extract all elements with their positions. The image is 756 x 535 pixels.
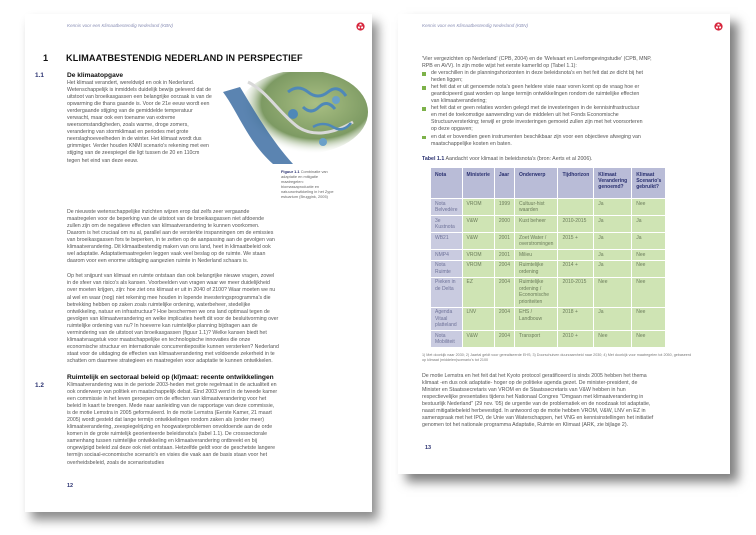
table-cell: Cultuur-hist waarden: [514, 199, 557, 216]
table-cell: V&W: [462, 233, 494, 250]
table-cell: 1999: [494, 199, 514, 216]
table-cell: Nota Ruimte: [431, 260, 462, 277]
column-header: Ministerie: [462, 168, 494, 199]
table-cell: 2004: [494, 277, 514, 307]
closing-paragraph: De motie Lemstra en het feit dat het Kyoto protocol geratificeerd is sinds 2005 hebben het thema klimaat -en dus ook adaptatie- hoger op de politieke agenda gezet. De minister-president, de Minister en Staatssecretaris van VROM en de Staatssecretaris van V&W hebben in hun respectievelijke presentaties tijdens het Nationaal Congres "Omgaan met klimaatverandering in bestuurlijk Nederland" (29 nov. '05) de urgentie van de problematiek en de noodzaak tot adaptatie, naast mitigatiebeleid herbevestigd. In antwoord op de motie hebben VROM, V&W, LNV en EZ in samenspraak met het IPO, de Unie van Waterschappen, het VNG en kennisinstellingen het initiatief genomen tot het nationale programma Adaptatie, Ruimte en Klimaat (ARK, zie bijlage 2).: [422, 372, 654, 429]
table-cell: Nee: [632, 330, 666, 347]
body-paragraph: Het klimaat verandert, wereldwijd en ook in Nederland. Wetenschappelijk is inmiddels duidelijk bewijs geleverd dat de uitstoot van broeikasgassen een belangrijke oorzaak is van de opwarming die thans gaande is. Voor de 21e eeuw wordt een verdergaande stijging van de gemiddelde temperatuur verwacht, maar ook een toename van extreme weersomstandigheden, zoals warme, droge zomers, verandering van stormklimaat en periodes met grote neerslaghoeveelheden in de winter. Het klimaat wordt dus grimmiger. Verder houden KNMI scenario's rekening met een stijging van de zeespiegel die ligt tussen de 20 en 110cm tegen het eind van deze eeuw.: [67, 80, 212, 164]
page-number: 13: [425, 445, 432, 452]
page-header: [398, 14, 730, 48]
table-cell: Nee: [632, 199, 666, 216]
table-row: [431, 277, 666, 307]
page-number-wrap: [67, 483, 372, 490]
table-cell: Ja: [632, 233, 666, 250]
body-paragraph: Op het snijpunt van klimaat en ruimte ontstaan dan ook belangrijke nieuwe vragen, zowel in de sfeer van risico's als kansen. Voorbeelden van vragen waar we meer duidelijkheid over moeten krijgen, zijn: hoe ziet ons klimaat er uit in 2040 of 2100? Waar moeten we nu al wel en waar (nog) niet rekening mee houden in lopende investeringsprogramma's die betrekking hebben op zaken zoals ruimtelijke ordening, waterbeheer, stedelijke ontwikkeling, natuur en infrastructuur? Hoe beschermen we ons land optimaal tegen de gevolgen van klimaatverandering en welke implicaties heeft dit voor de besluitvorming over ruimtelijke ordening van nu? In hoeverre kan ruimtelijke planning bijdragen aan de vermindering van de uitstoot van broeikasgassen (figuur 1.1)? Welke kansen biedt het klimaatvraagstuk voor maatschappelijke en technologische innovaties die onze economische structuur en internationale concurrentiepositie kunnen versterken? Nederland staat voor de uitdaging de effecten van klimaatverandering met voldoende zekerheid in te schatten om daarmee strategieen en maatregelen voor adaptatie te kunnen ontwikkelen.: [67, 273, 279, 364]
column-header: Nota: [431, 168, 462, 199]
table-caption: [422, 156, 730, 163]
figure-caption-text: Combinatie van adaptatie en mitigatie maatregelen: biomassaproductie en natuurontwikkeling in het Zype estuarium (Bruggink, 2005): [281, 169, 334, 199]
table-cell: 2010 +: [558, 330, 594, 347]
table-cell: VROM: [462, 260, 494, 277]
table-cell: Kust beheer: [514, 216, 557, 233]
table-cell: VROM: [462, 250, 494, 261]
table-cell: EZ: [462, 277, 494, 307]
table-row: [431, 250, 666, 261]
kbn-logo-icon: [356, 22, 365, 31]
page-header: [25, 14, 372, 48]
right-page: [398, 14, 730, 474]
table-cell: Milieu: [514, 250, 557, 261]
table-cell: Nee: [632, 277, 666, 307]
table-cell: Nee: [594, 277, 632, 307]
table-cell: Ja: [594, 233, 632, 250]
table-cell: EHS / Landbouw: [514, 307, 557, 330]
table-cell: Nota Belvedère: [431, 199, 462, 216]
section-heading: [25, 373, 372, 389]
table-cell: 2010-2015: [558, 277, 594, 307]
table-cell: 3e Kustnota: [431, 216, 462, 233]
policy-table: [431, 168, 666, 347]
figure-label: Figuur 1.1: [281, 169, 300, 174]
table-cell: 2015 +: [558, 233, 594, 250]
intro-paragraph: 'Vier vergezichten op Nederland' (CPB, 2004) en de 'Welvaart en Leefomgevingstudie' (CPB, MNP, RPB en AVV). In zijn motie wijst het eerste kamerlid op (Tabel 1.1):: [422, 56, 652, 70]
column-header: Onderwerp: [514, 168, 557, 199]
section-number: 1.1: [35, 72, 44, 79]
table-cell: Pieken in de Delta: [431, 277, 462, 307]
bullet-item: het feit dat er geen relaties worden gelegd met de investeringen in de kennisinfrastructuur en met de toekomstige aanwending van de middelen uit het Fonds Economische Structuurversterking; terwijl er grote investeringen gemoeid zullen zijn met het voorsorteren op deze opgaven;: [422, 105, 644, 133]
table-cell: Ja: [594, 199, 632, 216]
column-header: Tijdhorizon: [558, 168, 594, 199]
running-head: Kennis voor een Klimaatbestendig Nederland (KBN): [67, 23, 173, 28]
table-cell: [558, 199, 594, 216]
bullet-square-icon: [422, 86, 426, 90]
table-cell: Ruimtelijke ordening / Economische prioriteiten: [514, 277, 557, 307]
table-cell: Ja: [594, 250, 632, 261]
page-number-wrap: [425, 445, 730, 452]
bullet-item: het feit dat er uit genoemde nota's geen heldere visie naar voren komt op de vraag hoe er geanticipeerd gaat worden op lange termijn ontwikkelingen rondom de ruimtelijke effecten van klimaatverandering;: [422, 84, 644, 105]
table-body: [431, 199, 666, 347]
page-number: 12: [67, 482, 74, 489]
table-cell: 2001: [494, 233, 514, 250]
bullet-square-icon: [422, 107, 426, 111]
table-cell: Nee: [632, 250, 666, 261]
table-cell: 2014 +: [558, 260, 594, 277]
table-cell: 2000: [494, 216, 514, 233]
table-cell: Zoet Water / overstromingen: [514, 233, 557, 250]
table-cell: Ja: [594, 216, 632, 233]
table-cell: LNV: [462, 307, 494, 330]
section-title: Ruimtelijk en sectoraal beleid op (kl)maat: recente ontwikkelingen: [67, 373, 274, 381]
table-row: [431, 216, 666, 233]
table-label: Tabel 1.1: [422, 155, 445, 162]
chapter-title: KLIMAATBESTENDIG NEDERLAND IN PERSPECTIEF: [66, 53, 303, 63]
table-cell: V&W: [462, 330, 494, 347]
bullet-item: en dat er bovendien geen instrumenten beschikbaar zijn voor een objectieve afweging van maatschappelijke kosten en baten.: [422, 134, 644, 148]
figure: [218, 72, 368, 199]
body-paragraph: De nieuwste wetenschappelijke inzichten wijzen erop dat zelfs zeer vergaande maatregelen voor de beperking van de uitstoot van de broeikasgassen niet afdoende zullen zijn om de negatieve effecten van klimaatverandering te kunnen voorkomen. Daarom is het cruciaal om nu al, parallel aan de versterkte inspanningen om de emissies van broeikasgassen fors te beperken, in te zetten op de aanpassing aan de gevolgen van klimaatverandering. Dit klimaatbestendig maken van ons land, heet in klimaatbeleid ook wel adaptatie. Adaptatiemaatregelen leggen vaak veel beslag op de ruimte. We staan daarom voor een enorme uitdaging aangezien ruimte in Nederland schaars is.: [67, 209, 275, 265]
table-cell: NMP4: [431, 250, 462, 261]
table-cell: VROM: [462, 199, 494, 216]
table-header-row: [431, 168, 666, 199]
bullet-square-icon: [422, 72, 426, 76]
figure-caption: [281, 169, 337, 199]
table-cell: Ja: [594, 307, 632, 330]
table-cell: 2010-2015: [558, 216, 594, 233]
column-header: Jaar: [494, 168, 514, 199]
intro-with-figure: [67, 80, 372, 201]
chapter-heading: [43, 53, 372, 64]
table-cell: Nee: [632, 260, 666, 277]
table-cell: Ruimtelijke ordening: [514, 260, 557, 277]
column-header: Klimaat Verandering genoemd?: [594, 168, 632, 199]
kbn-logo-icon: [714, 22, 723, 31]
table-cell: Ja: [632, 216, 666, 233]
table-cell: V&W: [462, 216, 494, 233]
column-header: Klimaat Scenario's gebruikt?: [632, 168, 666, 199]
table-cell: Nee: [594, 330, 632, 347]
table-cell: Transport: [514, 330, 557, 347]
table-row: [431, 330, 666, 347]
section-title: De klimaatopgave: [67, 72, 124, 79]
table-row: [431, 233, 666, 250]
table-cell: Ja: [594, 260, 632, 277]
table-cell: Nee: [632, 307, 666, 330]
left-page: [25, 14, 372, 512]
estuary-illustration: [218, 72, 368, 167]
table-cell: 2001: [494, 250, 514, 261]
table-cell: Nota Mobiliteit: [431, 330, 462, 347]
table-row: [431, 199, 666, 216]
table-footnote: 1) Met doorkijk naar 2030; 2) Jaartal geldt voor gerealiseerde EHS; 3) Doorschuiven duurzaamheid naar 2030; 4) Met doorkijk voor maatregelen tot 2050, gebaseerd op klimaat (middelen)scenario's tot 2100: [422, 352, 692, 362]
table-row: [431, 260, 666, 277]
table-cell: [558, 250, 594, 261]
table-cell: WB21: [431, 233, 462, 250]
section-number: 1.2: [35, 381, 44, 389]
table-cell: 2004: [494, 260, 514, 277]
table-cell: 2018 +: [558, 307, 594, 330]
table-cell: 2004: [494, 330, 514, 347]
body-paragraph: Klimaatverandering was in de periode 2003-heden met grote regelmaat in de actualiteit en ook onderwerp van politiek en maatschappelijk debat. Eind 2003 werd in de tweede kamer een commissie in het leven geroepen om de effecten van klimaatverandering voor het beleid in kaart te brengen. Mede naar aanleiding van de rapportage van deze commissie, is de motie Lemstra in 2005 geformuleerd. In de motie Lemstra (Eerste Kamer, 21 maart 2005) wordt gesteld dat lange termijn ontwikkelingen rondom zaken als (onder meer) klimaatverandering, zeespiegelrijzing en hoogwaterproblemen onvoldoende aan de orde komen in de grote ruimtelijk georienteerde beleidsnota's (tabel 1.1). De crosssectorale samenhang tussen ruimtelijke ontwikkeling en klimaatverandering ontbreekt en bij ongewijzigd beleid zal deze ook niet ontstaan. Hetzelfde geldt voor de geschetste langere termijn sociaal-economische scenario's en visies die vaak aan de basis staan voor het overheidsbeleid, zoals de scenariostudies: [67, 381, 278, 466]
chapter-number: 1: [43, 53, 49, 63]
table-row: [431, 307, 666, 330]
table-cell: 2004: [494, 307, 514, 330]
bullet-list: [422, 70, 644, 148]
bullet-item: de verschillen in de planningshorizonten in deze beleidsnota's en het feit dat ze dicht bij het heden liggen;: [422, 70, 644, 84]
table-caption-text: Aandacht voor klimaat in beleidsnota's (bron: Aerts et al 2006).: [445, 155, 593, 162]
running-head: Kennis voor een Klimaatbestendig Nederland (KBN): [422, 23, 528, 28]
table-cell: Agenda Vitaal platteland: [431, 307, 462, 330]
bullet-square-icon: [422, 136, 426, 140]
